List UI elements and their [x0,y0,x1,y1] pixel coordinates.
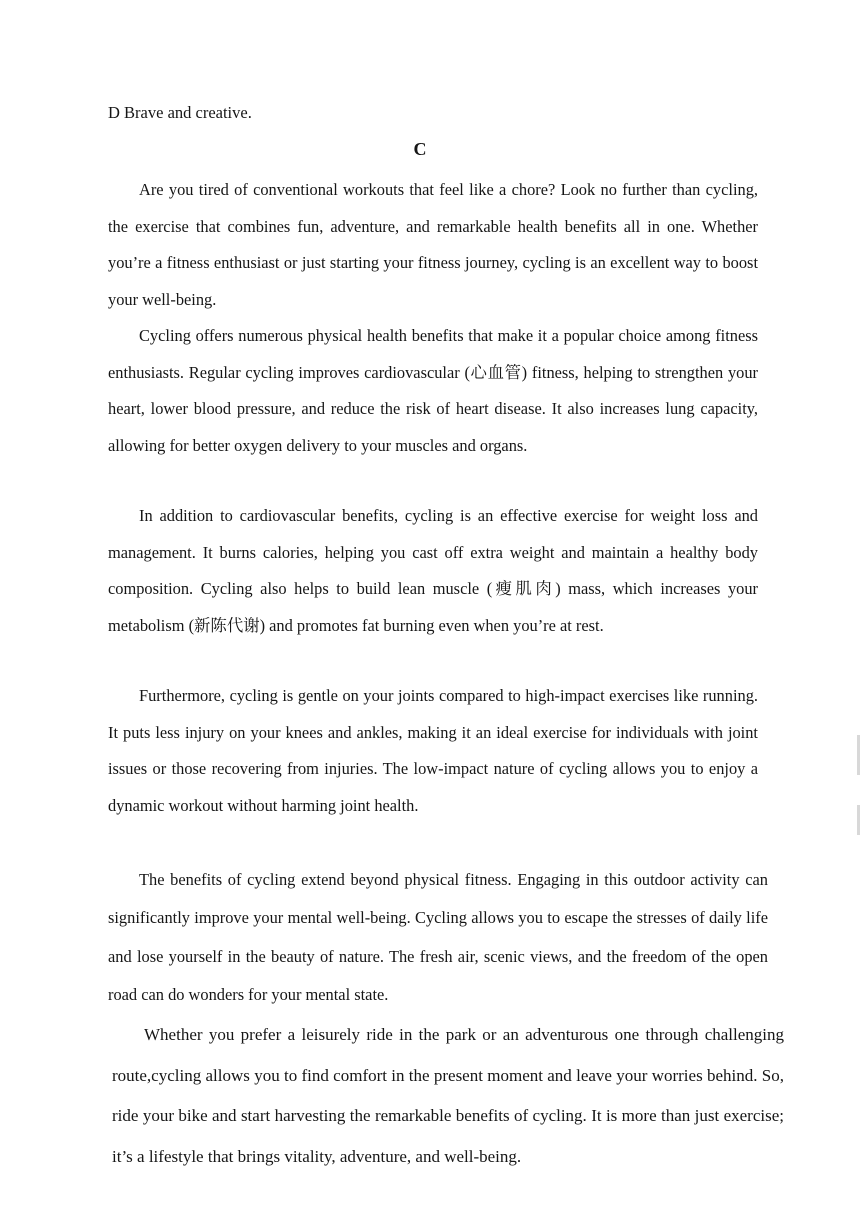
answer-option-d: D Brave and creative. [108,103,252,122]
passage-paragraph-4 [108,678,758,824]
passage-paragraph-6 [112,1015,784,1205]
paragraph-text: Are you tired of conventional workouts that feel like a chore? Look no further than cycling, the exercise that combines fun, adventure, and remarkable health benefits all in one. Whether you’re a fitness enthusiast or just starting your fitness journey, cycling is an excellent way to boost your well-being. [108,180,758,309]
paragraph-text: Whether you prefer a leisurely ride in the park or an adventurous one through challenging route,cycling allows you to find comfort in the present moment and leave your worries behind. So, ride your bike and start harvesting the remarkable benefits of cycling. It is more than just exercise; it’s a lifestyle that brings vitality, adventure, and well-being. [112,1025,784,1166]
passage-paragraph-5 [108,861,768,1014]
paragraph-text: In addition to cardiovascular benefits, cycling is an effective exercise for weight loss and management. It burns calories, helping you cast off extra weight and maintain a healthy body composition. Cycling also helps to build lean muscle (瘦肌肉) mass, which increases your metabolism (新陈代谢) and promotes fat burning even when you’re at rest. [108,506,758,635]
paragraph-text: Furthermore, cycling is gentle on your joints compared to high-impact exercises like running. It puts less injury on your knees and ankles, making it an ideal exercise for individuals with joint issues or those recovering from injuries. The low-impact nature of cycling allows you to enjoy a dynamic workout without harming joint health. [108,686,758,815]
paragraph-text: The benefits of cycling extend beyond physical fitness. Engaging in this outdoor activity can significantly improve your mental well-being. Cycling allows you to escape the stresses of daily life and lose yourself in the beauty of nature. The fresh air, scenic views, and the freedom of the open road can do wonders for your mental state. [108,870,768,1004]
passage-section-heading: C [413,139,427,159]
passage-paragraph-2 [108,318,758,464]
passage-paragraph-3 [108,498,758,644]
passage-paragraph-1 [108,172,758,318]
paragraph-text: Cycling offers numerous physical health benefits that make it a popular choice among fitness enthusiasts. Regular cycling improves cardiovascular (心血管) fitness, helping to strengthen your heart, lower blood pressure, and reduce the risk of heart disease. It also increases lung capacity, allowing for better oxygen delivery to your muscles and organs. [108,326,758,455]
